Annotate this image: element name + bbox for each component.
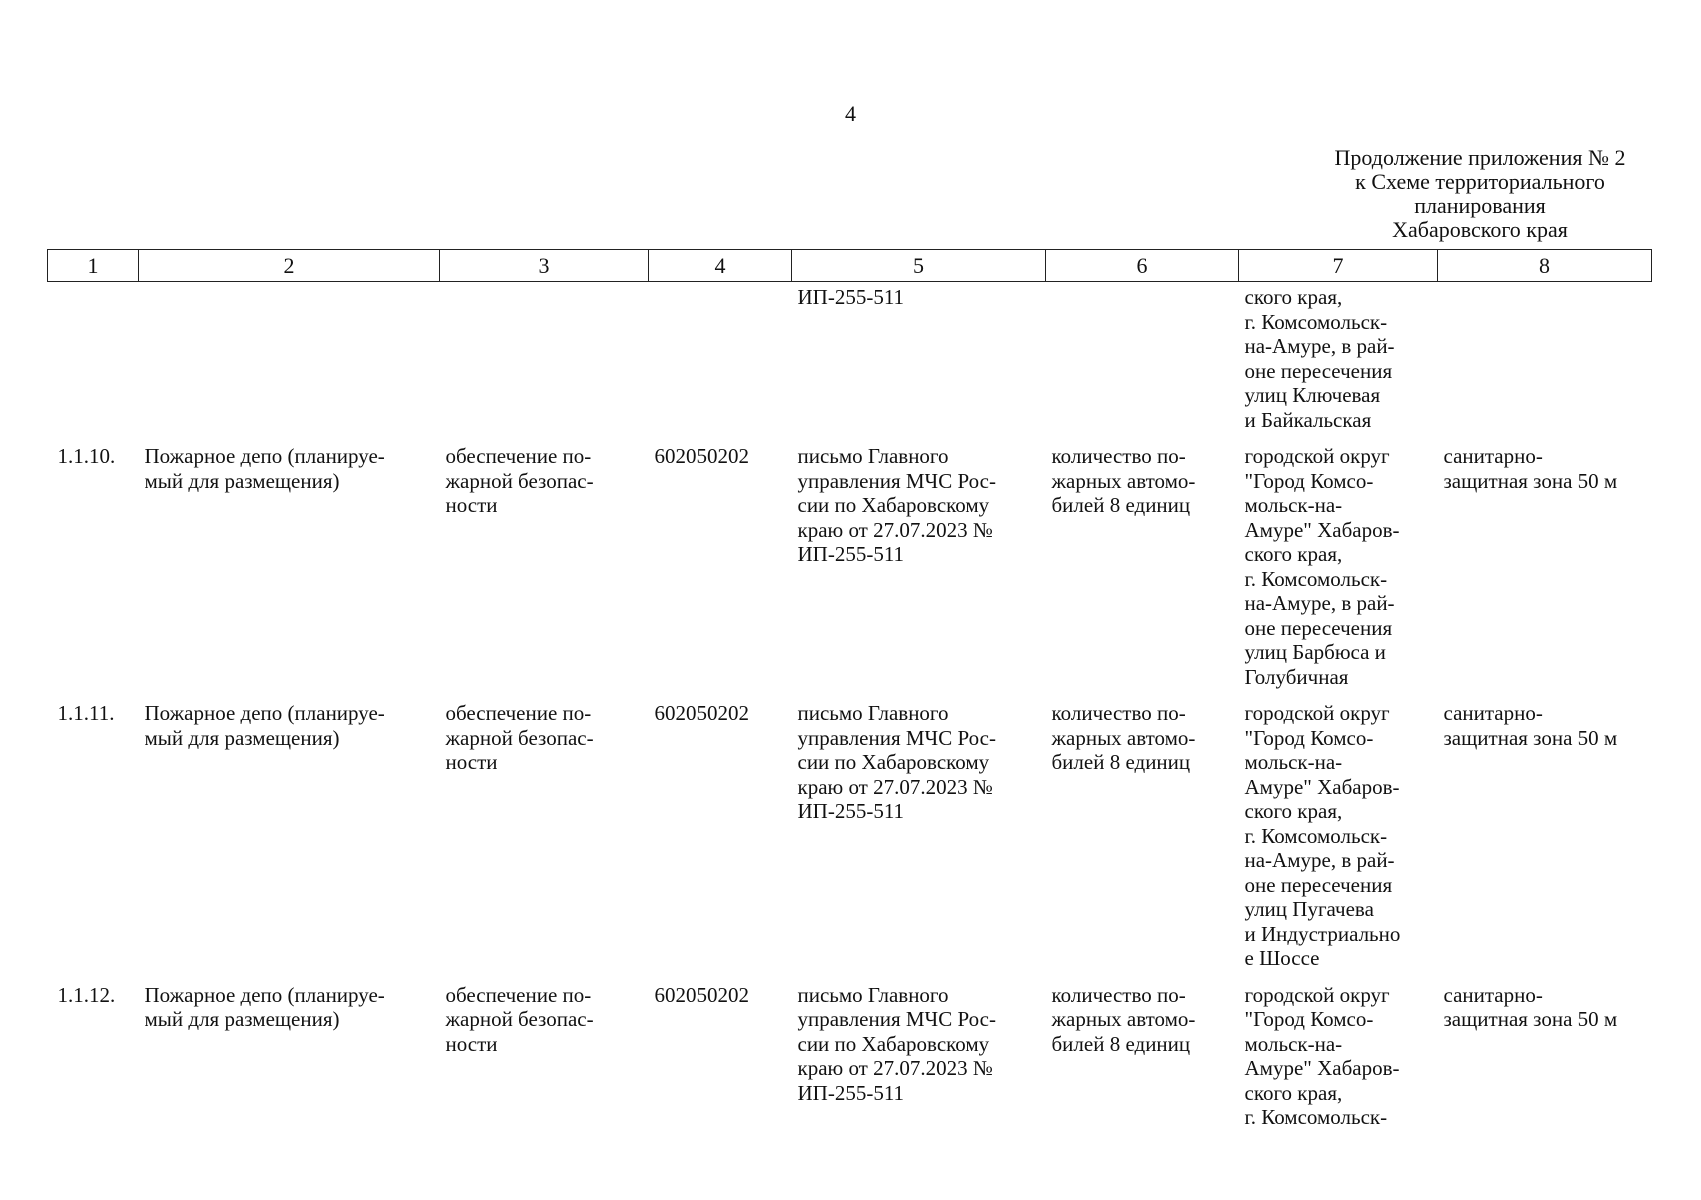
cell-object-name xyxy=(139,282,440,441)
cell-basis: ИП-255-511 xyxy=(797,285,905,309)
column-number-header: 4 xyxy=(649,250,792,282)
cell-zone: санитарно- защитная зона 50 м xyxy=(1443,982,1618,1031)
cell-code: 602050202 xyxy=(654,701,749,725)
cell-characteristics xyxy=(1046,282,1239,441)
cell-purpose: обеспечение по- жарной безопас- ности xyxy=(445,701,594,774)
cell-basis: письмо Главного управления МЧС Рос- сии по Хабаровскому краю от 27.07.2023 № ИП-255-511 xyxy=(797,444,996,566)
page-number: 4 xyxy=(845,101,856,126)
cell-location: городской округ "Город Комсо- мольск-на- Амуре" Хабаров- ского края, г. Комсомольск- xyxy=(1244,982,1400,1129)
cell-item-number: 1.1.12. xyxy=(57,982,116,1007)
column-number-header: 8 xyxy=(1438,250,1652,282)
cell-object-name: Пожарное депо (планируе- мый для размещения) xyxy=(144,982,385,1031)
cell-location: ского края, г. Комсомольск- на-Амуре, в рай- оне пересечения улиц Ключевая и Байкальская xyxy=(1244,285,1395,432)
appendix-header xyxy=(1300,146,1660,242)
cell-characteristics: количество по- жарных автомо- билей 8 единиц xyxy=(1051,982,1196,1056)
appendix-header-line: к Схеме территориального xyxy=(1355,169,1605,194)
cell-zone: санитарно- защитная зона 50 м xyxy=(1443,444,1618,493)
column-number-header: 7 xyxy=(1239,250,1438,282)
appendix-header-line: планирования xyxy=(1414,193,1546,218)
column-number-header: 6 xyxy=(1046,250,1239,282)
cell-basis: письмо Главного управления МЧС Рос- сии по Хабаровскому краю от 27.07.2023 № ИП-255-511 xyxy=(797,982,996,1105)
cell-location: городской округ "Город Комсо- мольск-на- Амуре" Хабаров- ского края, г. Комсомольск- на-Амуре, в рай- оне пересечения улиц Барбюса и Голубичная xyxy=(1244,444,1400,689)
cell-characteristics: количество по- жарных автомо- билей 8 единиц xyxy=(1051,701,1196,774)
cell-zone xyxy=(1438,282,1652,441)
table-header-row xyxy=(48,250,1652,282)
appendix-header-line: Продолжение приложения № 2 xyxy=(1334,145,1626,170)
cell-object-name: Пожарное депо (планируе- мый для размещения) xyxy=(144,701,385,750)
cell-code xyxy=(649,282,792,441)
column-number-header: 2 xyxy=(139,250,440,282)
cell-purpose: обеспечение по- жарной безопас- ности xyxy=(445,444,594,517)
column-number-header: 3 xyxy=(440,250,649,282)
cell-purpose: обеспечение по- жарной безопас- ности xyxy=(445,982,594,1056)
appendix-table xyxy=(47,249,1652,1138)
cell-location: городской округ "Город Комсо- мольск-на- Амуре" Хабаров- ского края, г. Комсомольск- на-Амуре, в рай- оне пересечения улиц Пугачева и Индустриально е Шоссе xyxy=(1244,701,1401,970)
table-row-continuation xyxy=(48,282,1652,441)
cell-item-number: 1.1.10. xyxy=(57,444,116,468)
table-row xyxy=(48,697,1652,979)
table-row xyxy=(48,979,1652,1138)
cell-item-number: 1.1.11. xyxy=(57,701,115,725)
cell-purpose xyxy=(440,282,649,441)
appendix-header-line: Хабаровского края xyxy=(1392,217,1568,242)
cell-basis: письмо Главного управления МЧС Рос- сии по Хабаровскому краю от 27.07.2023 № ИП-255-511 xyxy=(797,701,996,823)
column-number-header: 1 xyxy=(48,250,139,282)
cell-item-number xyxy=(48,282,139,441)
cell-characteristics: количество по- жарных автомо- билей 8 единиц xyxy=(1051,444,1196,517)
cell-code: 602050202 xyxy=(654,982,749,1007)
cell-code: 602050202 xyxy=(654,444,749,468)
cell-zone: санитарно- защитная зона 50 м xyxy=(1443,701,1618,750)
table-row xyxy=(48,440,1652,697)
column-number-header: 5 xyxy=(792,250,1046,282)
cell-object-name: Пожарное депо (планируе- мый для размещения) xyxy=(144,444,385,493)
